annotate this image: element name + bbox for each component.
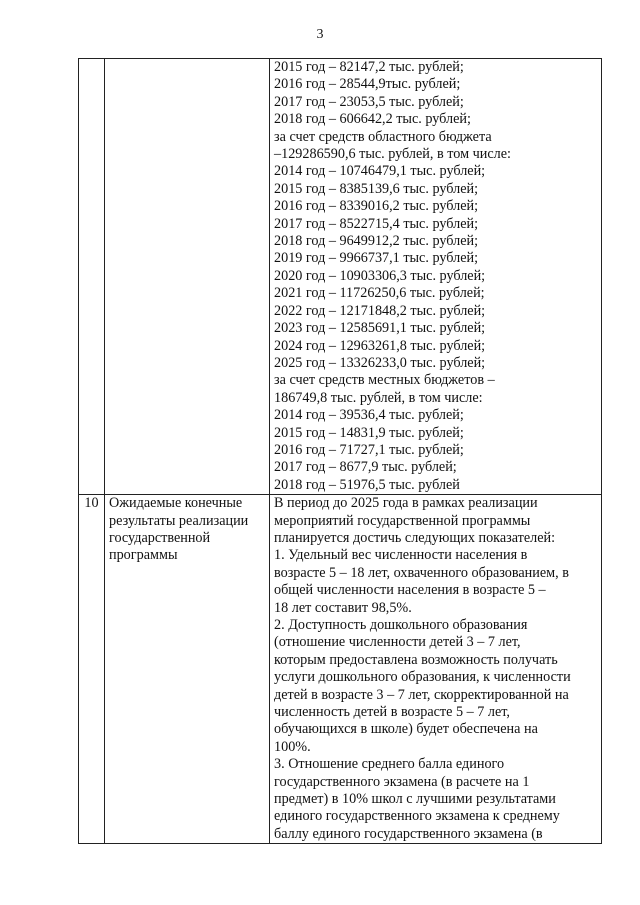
text-line: детей в возрасте 3 – 7 лет, скорректированной на [274, 686, 569, 703]
row-title-cell [105, 59, 270, 495]
text-line: 2023 год – 12585691,1 тыс. рублей; [274, 320, 486, 337]
text-line: 2025 год – 13326233,0 тыс. рублей; [274, 354, 486, 371]
text-line: (отношение численности детей 3 – 7 лет, [274, 634, 521, 651]
funding-details-cell [270, 59, 602, 495]
title-line: результаты реализации [109, 512, 249, 529]
page-number: 3 [316, 27, 324, 42]
text-line: 3. Отношение среднего балла единого [274, 756, 505, 773]
text-line: планируется достичь следующих показателей: [274, 529, 556, 546]
title-line: Ожидаемые конечные [109, 495, 243, 512]
text-line: 2018 год – 9649912,2 тыс. рублей; [274, 233, 479, 250]
text-line: 2015 год – 14831,9 тыс. рублей; [274, 424, 464, 441]
text-line: баллу единого государственного экзамена (в [274, 825, 543, 842]
funding-lines [274, 59, 599, 494]
text-line: единого государственного экзамена к среднему [274, 808, 560, 825]
text-line: 2016 год – 71727,1 тыс. рублей; [274, 441, 464, 458]
table-row-funding-continuation [79, 59, 602, 495]
text-line: 2017 год – 8677,9 тыс. рублей; [274, 459, 457, 476]
text-line: 2016 год – 8339016,2 тыс. рублей; [274, 198, 479, 215]
text-line: В период до 2025 года в рамках реализации [274, 495, 538, 512]
text-line: возрасте 5 – 18 лет, охваченного образованием, в [274, 564, 569, 581]
expected-results-cell [270, 495, 602, 844]
text-line: 2015 год – 8385139,6 тыс. рублей; [274, 180, 479, 197]
text-line: обучающихся в школе) будет обеспечена на [274, 721, 538, 738]
text-line: 2017 год – 23053,5 тыс. рублей; [274, 93, 464, 110]
title-line: программы [109, 547, 178, 564]
text-line: 2019 год – 9966737,1 тыс. рублей; [274, 250, 479, 267]
text-line: общей численности населения в возрасте 5 – [274, 582, 546, 599]
text-line: 2024 год – 12963261,8 тыс. рублей; [274, 337, 486, 354]
text-line: 2017 год – 8522715,4 тыс. рублей; [274, 215, 479, 232]
text-line: 2014 год – 39536,4 тыс. рублей; [274, 407, 464, 424]
text-line: 2018 год – 51976,5 тыс. рублей [274, 476, 460, 493]
text-line: за счет средств областного бюджета [274, 128, 492, 145]
row-number-cell: 10 [79, 495, 105, 844]
text-line: 2. Доступность дошкольного образования [274, 617, 528, 633]
text-line: –129286590,6 тыс. рублей, в том числе: [274, 146, 511, 163]
row-title-cell [105, 495, 270, 844]
text-line: предмет) в 10% школ с лучшими результатами [274, 791, 556, 808]
table-row-expected-results [79, 495, 602, 844]
row-title-lines [109, 495, 267, 565]
text-line: государственного экзамена (в расчете на 1 [274, 773, 530, 790]
title-line: государственной [109, 529, 211, 546]
text-line: 2020 год – 10903306,3 тыс. рублей; [274, 267, 486, 284]
text-line: за счет средств местных бюджетов – [274, 372, 495, 389]
text-line: которым предоставлена возможность получать [274, 651, 558, 668]
text-line: 2016 год – 28544,9тыс. рублей; [274, 76, 461, 93]
text-line: численность детей в возрасте 5 – 7 лет, [274, 704, 510, 721]
text-line: 186749,8 тыс. рублей, в том числе: [274, 389, 483, 406]
text-line: услуги дошкольного образования, к численности [274, 669, 571, 686]
row-number-cell [79, 59, 105, 495]
text-line: 100%. [274, 738, 311, 755]
text-line: 2018 год – 606642,2 тыс. рублей; [274, 111, 471, 128]
text-line: 2015 год – 82147,2 тыс. рублей; [274, 59, 464, 75]
text-line: 18 лет составит 98,5%. [274, 599, 412, 616]
text-line: 2022 год – 12171848,2 тыс. рублей; [274, 302, 486, 319]
text-line: мероприятий государственной программы [274, 512, 531, 529]
text-line: 2014 год – 10746479,1 тыс. рублей; [274, 163, 486, 180]
expected-results-lines [274, 495, 599, 843]
text-line: 1. Удельный вес численности населения в [274, 547, 528, 564]
program-passport-table [78, 58, 602, 844]
text-line: 2021 год – 11726250,6 тыс. рублей; [274, 285, 485, 302]
